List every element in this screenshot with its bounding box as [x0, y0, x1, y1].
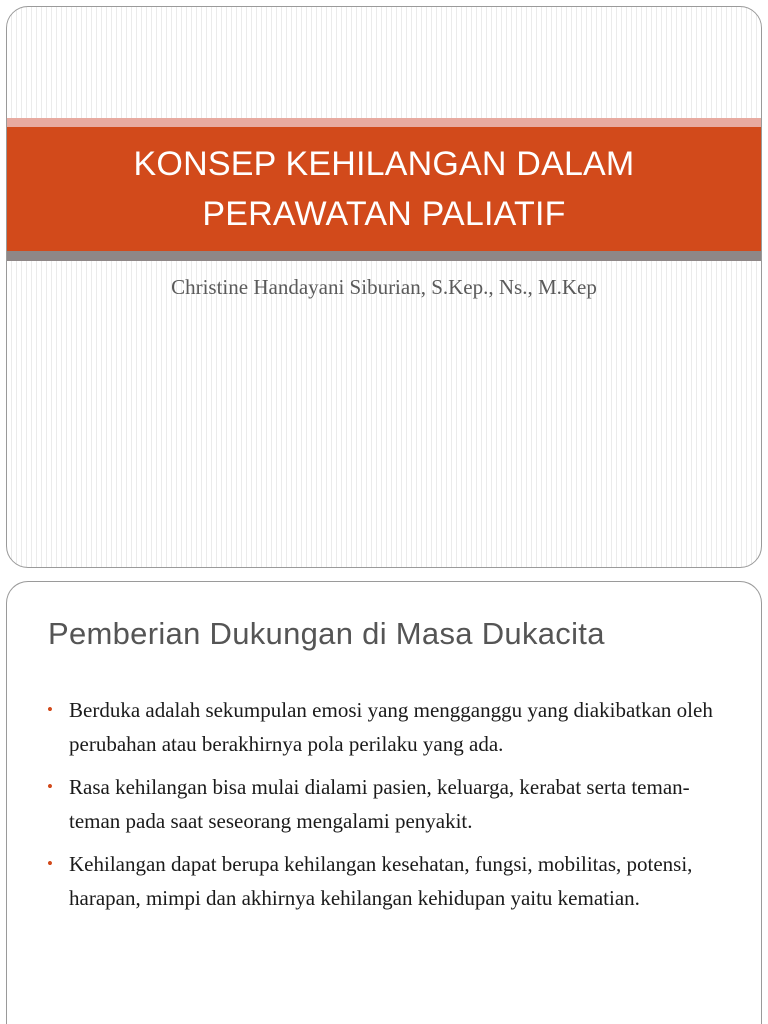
title-band — [7, 127, 761, 251]
content-slide — [6, 581, 762, 1024]
bullet-icon: • — [47, 854, 53, 873]
list-item — [47, 693, 737, 761]
list-item — [47, 847, 737, 915]
list-item — [47, 770, 737, 838]
bullet-list — [47, 693, 737, 924]
bullet-text: Berduka adalah sekumpulan emosi yang mengganggu yang diakibatkan oleh perubahan atau berakhirnya pola perilaku yang ada. — [69, 698, 713, 756]
bullet-icon: • — [47, 777, 53, 796]
bullet-icon: • — [47, 700, 53, 719]
slide-title: KONSEP KEHILANGAN DALAM PERAWATAN PALIATIF — [133, 145, 635, 233]
bullet-text: Kehilangan dapat berupa kehilangan kesehatan, fungsi, mobilitas, potensi, harapan, mimpi dan akhirnya kehilangan kehidupan yaitu kematian. — [69, 852, 693, 910]
bullet-text: Rasa kehilangan bisa mulai dialami pasien, keluarga, kerabat serta teman-teman pada saat seseorang mengalami penyakit. — [69, 775, 690, 833]
title-bottom-stripe — [7, 251, 761, 261]
slide-heading: Pemberian Dukungan di Masa Dukacita — [48, 616, 605, 651]
title-slide — [6, 6, 762, 568]
title-top-stripe — [7, 118, 761, 127]
slide-subtitle: Christine Handayani Siburian, S.Kep., Ns., M.Kep — [171, 275, 597, 299]
